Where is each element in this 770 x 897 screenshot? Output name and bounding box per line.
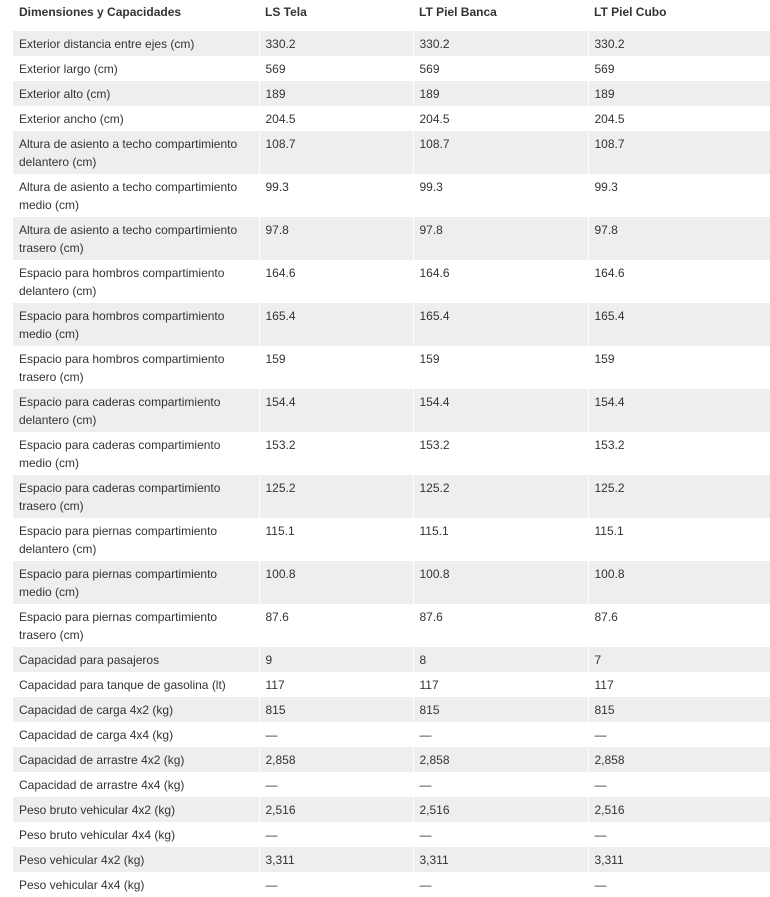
value-ls-tela: — (259, 822, 413, 847)
row-label-line: trasero (cm) (19, 497, 253, 515)
value-lt-piel-banca: 165.4 (413, 303, 588, 346)
value-lt-piel-cubo: 815 (588, 697, 770, 722)
table-row (13, 847, 770, 872)
value-ls-tela: 154.4 (259, 389, 413, 432)
row-label-line: trasero (cm) (19, 368, 253, 386)
row-label-line: medio (cm) (19, 196, 253, 214)
row-label-line: medio (cm) (19, 454, 253, 472)
value-ls-tela: 99.3 (259, 174, 413, 217)
table-row (13, 872, 770, 897)
row-label (13, 847, 259, 872)
value-ls-tela: 2,516 (259, 797, 413, 822)
value-lt-piel-cubo: — (588, 822, 770, 847)
row-label-line: Exterior distancia entre ejes (cm) (19, 35, 253, 53)
row-label-line: Capacidad para pasajeros (19, 651, 253, 669)
value-ls-tela: 164.6 (259, 260, 413, 303)
value-lt-piel-cubo: 7 (588, 647, 770, 672)
value-lt-piel-cubo: — (588, 872, 770, 897)
value-lt-piel-cubo: 159 (588, 346, 770, 389)
row-label (13, 260, 259, 303)
table-row (13, 81, 770, 106)
specs-table (13, 0, 770, 897)
value-lt-piel-banca: 189 (413, 81, 588, 106)
row-label-line: Espacio para hombros compartimiento (19, 350, 253, 368)
value-lt-piel-cubo: 164.6 (588, 260, 770, 303)
row-label-line: Exterior ancho (cm) (19, 110, 253, 128)
table-row (13, 260, 770, 303)
row-label (13, 672, 259, 697)
value-lt-piel-banca: 330.2 (413, 30, 588, 57)
value-ls-tela: 569 (259, 56, 413, 81)
table-body (13, 30, 770, 897)
row-label-line: Espacio para caderas compartimiento (19, 393, 253, 411)
table-row (13, 797, 770, 822)
value-lt-piel-cubo: 99.3 (588, 174, 770, 217)
header-ls-tela: LS Tela (259, 0, 413, 30)
row-label-line: Espacio para piernas compartimiento (19, 565, 253, 583)
table-row (13, 389, 770, 432)
value-ls-tela: 3,311 (259, 847, 413, 872)
row-label-line: Capacidad de carga 4x4 (kg) (19, 726, 253, 744)
row-label (13, 131, 259, 174)
value-lt-piel-banca: 87.6 (413, 604, 588, 647)
row-label-line: Exterior alto (cm) (19, 85, 253, 103)
row-label (13, 518, 259, 561)
value-ls-tela: 87.6 (259, 604, 413, 647)
table-row (13, 747, 770, 772)
value-ls-tela: 159 (259, 346, 413, 389)
row-label (13, 747, 259, 772)
row-label-line: Exterior largo (cm) (19, 60, 253, 78)
table-header-row (13, 0, 770, 30)
row-label (13, 561, 259, 604)
row-label-line: Capacidad para tanque de gasolina (lt) (19, 676, 253, 694)
table-row (13, 697, 770, 722)
value-lt-piel-banca: 125.2 (413, 475, 588, 518)
row-label (13, 647, 259, 672)
value-lt-piel-banca: 154.4 (413, 389, 588, 432)
row-label (13, 81, 259, 106)
value-lt-piel-banca: 2,516 (413, 797, 588, 822)
value-ls-tela: 115.1 (259, 518, 413, 561)
row-label (13, 604, 259, 647)
row-label (13, 872, 259, 897)
value-ls-tela: 204.5 (259, 106, 413, 131)
table-row (13, 303, 770, 346)
row-label-line: Espacio para caderas compartimiento (19, 436, 253, 454)
value-ls-tela: 815 (259, 697, 413, 722)
value-lt-piel-banca: 8 (413, 647, 588, 672)
value-lt-piel-cubo: 154.4 (588, 389, 770, 432)
row-label-line: trasero (cm) (19, 239, 253, 257)
value-ls-tela: 189 (259, 81, 413, 106)
value-lt-piel-banca: 569 (413, 56, 588, 81)
value-ls-tela: 100.8 (259, 561, 413, 604)
row-label (13, 30, 259, 57)
row-label-line: Espacio para piernas compartimiento (19, 608, 253, 626)
value-lt-piel-cubo: 117 (588, 672, 770, 697)
table-row (13, 56, 770, 81)
value-lt-piel-cubo: 3,311 (588, 847, 770, 872)
table-row (13, 30, 770, 57)
value-lt-piel-cubo: 204.5 (588, 106, 770, 131)
row-label-line: medio (cm) (19, 325, 253, 343)
value-lt-piel-banca: 117 (413, 672, 588, 697)
row-label (13, 56, 259, 81)
row-label-line: Altura de asiento a techo compartimiento (19, 221, 253, 239)
table-row (13, 672, 770, 697)
row-label (13, 697, 259, 722)
row-label-line: Capacidad de arrastre 4x4 (kg) (19, 776, 253, 794)
value-lt-piel-banca: — (413, 772, 588, 797)
value-lt-piel-banca: 2,858 (413, 747, 588, 772)
row-label-line: delantero (cm) (19, 540, 253, 558)
row-label-line: delantero (cm) (19, 282, 253, 300)
row-label-line: Espacio para caderas compartimiento (19, 479, 253, 497)
value-ls-tela: — (259, 722, 413, 747)
value-lt-piel-banca: 159 (413, 346, 588, 389)
value-lt-piel-cubo: 189 (588, 81, 770, 106)
table-row (13, 131, 770, 174)
table-row (13, 217, 770, 260)
row-label (13, 772, 259, 797)
value-ls-tela: — (259, 872, 413, 897)
value-lt-piel-banca: 115.1 (413, 518, 588, 561)
row-label-line: Espacio para hombros compartimiento (19, 264, 253, 282)
table-row (13, 822, 770, 847)
table-row (13, 475, 770, 518)
value-ls-tela: 2,858 (259, 747, 413, 772)
value-ls-tela: 330.2 (259, 30, 413, 57)
value-lt-piel-cubo: 125.2 (588, 475, 770, 518)
value-lt-piel-banca: — (413, 822, 588, 847)
value-lt-piel-cubo: 2,858 (588, 747, 770, 772)
value-lt-piel-cubo: 115.1 (588, 518, 770, 561)
value-lt-piel-banca: 99.3 (413, 174, 588, 217)
value-lt-piel-cubo: 330.2 (588, 30, 770, 57)
table-row (13, 561, 770, 604)
row-label (13, 822, 259, 847)
value-ls-tela: — (259, 772, 413, 797)
row-label-line: Peso bruto vehicular 4x4 (kg) (19, 826, 253, 844)
row-label (13, 303, 259, 346)
row-label (13, 106, 259, 131)
row-label (13, 475, 259, 518)
row-label-line: trasero (cm) (19, 626, 253, 644)
table-row (13, 647, 770, 672)
value-lt-piel-banca: — (413, 722, 588, 747)
value-ls-tela: 165.4 (259, 303, 413, 346)
row-label-line: Peso bruto vehicular 4x2 (kg) (19, 801, 253, 819)
value-lt-piel-cubo: 87.6 (588, 604, 770, 647)
row-label (13, 174, 259, 217)
row-label-line: Altura de asiento a techo compartimiento (19, 178, 253, 196)
table-row (13, 174, 770, 217)
value-ls-tela: 153.2 (259, 432, 413, 475)
value-lt-piel-banca: 815 (413, 697, 588, 722)
row-label-line: Espacio para hombros compartimiento (19, 307, 253, 325)
row-label (13, 797, 259, 822)
row-label-line: Espacio para piernas compartimiento (19, 522, 253, 540)
value-lt-piel-cubo: 108.7 (588, 131, 770, 174)
value-lt-piel-cubo: 153.2 (588, 432, 770, 475)
value-lt-piel-cubo: 100.8 (588, 561, 770, 604)
row-label-line: medio (cm) (19, 583, 253, 601)
value-lt-piel-banca: 108.7 (413, 131, 588, 174)
value-lt-piel-banca: 3,311 (413, 847, 588, 872)
row-label-line: Peso vehicular 4x2 (kg) (19, 851, 253, 869)
table-row (13, 432, 770, 475)
header-lt-piel-banca: LT Piel Banca (413, 0, 588, 30)
value-lt-piel-banca: 204.5 (413, 106, 588, 131)
header-category: Dimensiones y Capacidades (13, 0, 259, 30)
table-row (13, 346, 770, 389)
row-label-line: Capacidad de carga 4x2 (kg) (19, 701, 253, 719)
row-label (13, 722, 259, 747)
value-lt-piel-banca: 100.8 (413, 561, 588, 604)
table-row (13, 772, 770, 797)
table-row (13, 604, 770, 647)
row-label-line: Altura de asiento a techo compartimiento (19, 135, 253, 153)
table-row (13, 722, 770, 747)
value-lt-piel-cubo: 569 (588, 56, 770, 81)
value-lt-piel-banca: 164.6 (413, 260, 588, 303)
value-lt-piel-banca: 153.2 (413, 432, 588, 475)
row-label (13, 346, 259, 389)
value-lt-piel-cubo: — (588, 722, 770, 747)
specs-table-container (13, 0, 770, 897)
row-label (13, 389, 259, 432)
row-label-line: Capacidad de arrastre 4x2 (kg) (19, 751, 253, 769)
header-lt-piel-cubo: LT Piel Cubo (588, 0, 770, 30)
value-ls-tela: 97.8 (259, 217, 413, 260)
value-lt-piel-cubo: 165.4 (588, 303, 770, 346)
value-lt-piel-cubo: 2,516 (588, 797, 770, 822)
value-ls-tela: 117 (259, 672, 413, 697)
table-row (13, 518, 770, 561)
value-ls-tela: 125.2 (259, 475, 413, 518)
value-ls-tela: 9 (259, 647, 413, 672)
value-lt-piel-banca: — (413, 872, 588, 897)
row-label-line: Peso vehicular 4x4 (kg) (19, 876, 253, 894)
row-label-line: delantero (cm) (19, 411, 253, 429)
table-row (13, 106, 770, 131)
value-lt-piel-cubo: — (588, 772, 770, 797)
row-label-line: delantero (cm) (19, 153, 253, 171)
value-ls-tela: 108.7 (259, 131, 413, 174)
row-label (13, 217, 259, 260)
row-label (13, 432, 259, 475)
value-lt-piel-banca: 97.8 (413, 217, 588, 260)
value-lt-piel-cubo: 97.8 (588, 217, 770, 260)
